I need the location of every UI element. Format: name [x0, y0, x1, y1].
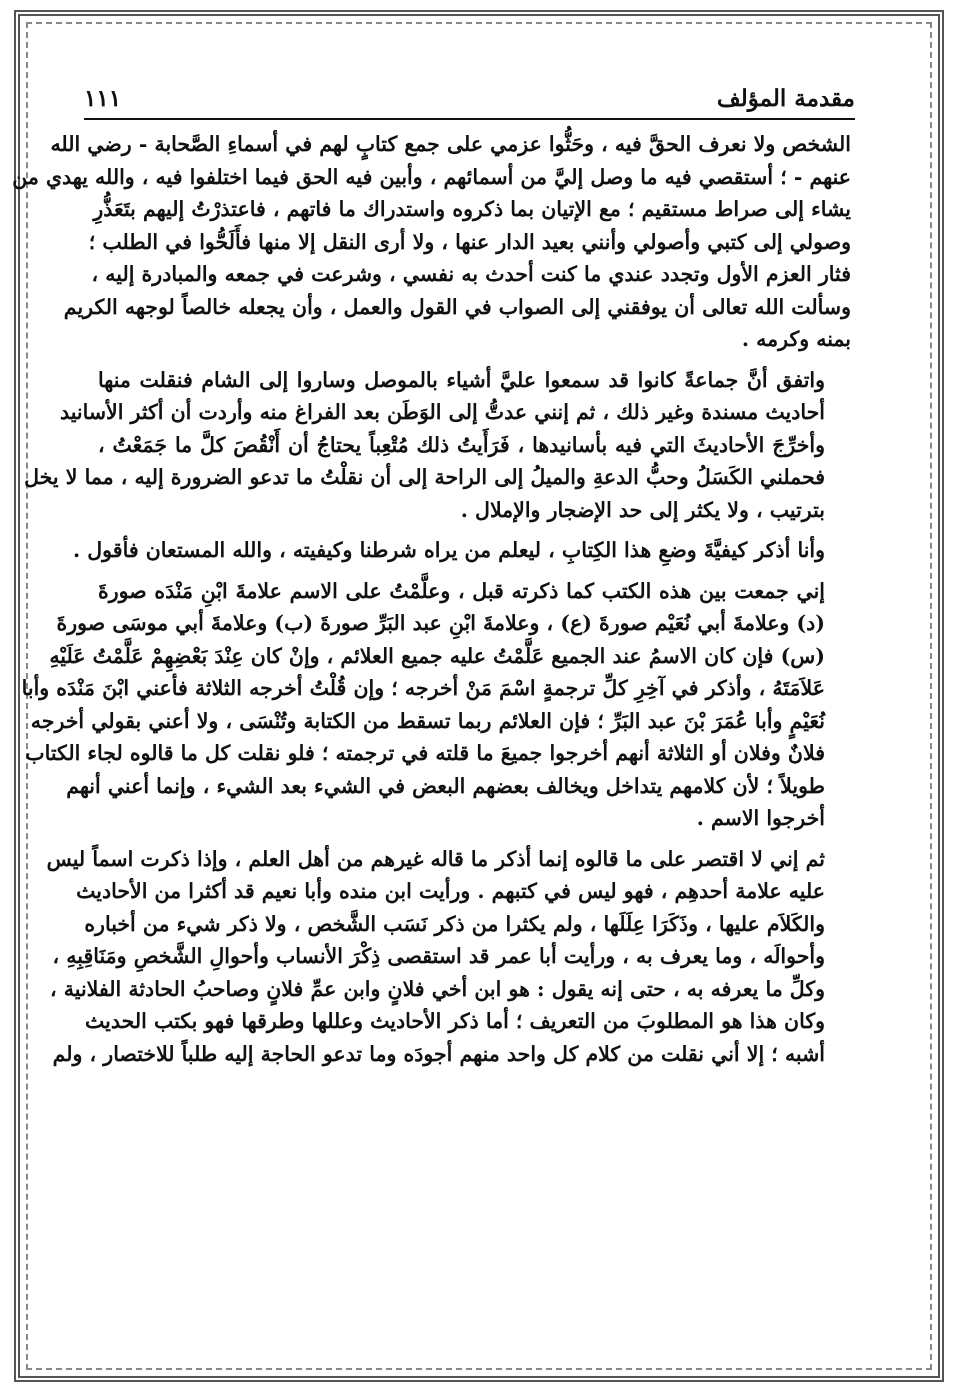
text-line: وكان هذا هو المطلوبَ من التعريف ؛ أما ذكر الأحاديث وعللها وطرقها فهو بكتب الحديث	[85, 1009, 825, 1033]
text-line: يشاء إلى صراط مستقيم ؛ مع الإتيان بما ذكروه واستدراك ما فاتهم ، فاعتذرْتُ إليهم بتَعَذُّرِ	[93, 197, 851, 221]
paragraph	[12, 128, 851, 356]
text-line: أشبه ؛ إلا أني نقلت من كلام كل واحد منهم أجودَه وما تدعو الحاجة إليه طلباً للاختصار ، ولم	[52, 1041, 825, 1066]
text-line: والكَلاَم عليها ، وذَكَرَا عِلَلَها ، ولم يكثرا من ذكر نَسَب الشَّخص ، ولا ذكر شيء من أخباره	[84, 911, 825, 936]
text-line: ثم إني لا اقتصر على ما قالوه إنما أذكر ما قاله غيرهم من أهل العلم ، وإذا ذكرت اسماً ليس	[46, 846, 825, 871]
text-line: وأحوالَه ، وما يعرف به ، ورأيت أبا عمر قد استقصى ذِكْرَ الأنساب وأحوالِ الشَّخصِ ومَنَاقِبِهِ ،	[52, 944, 825, 968]
body-text	[12, 128, 851, 1078]
text-line: وصولي إلى كتبي وأصولي وأنني بعيد الدار عنها ، ولا أرى النقل إلا منها فأَلَحُّوا في الطلب ؛	[88, 229, 851, 254]
text-line: فحملني الكَسَلُ وحبُّ الدعةِ والميلُ إلى الراحة إلى أن نقلْتُ ما تدعو الضرورة إليه ، مما لا يخل	[24, 465, 825, 489]
paragraph	[46, 843, 851, 1071]
text-line: وكلِّ ما يعرفه به ، حتى إنه يقول : هو ابن أخي فلانٍ وابن عمِّ فلانٍ وصاحبُ الحادثة الفلانية ،	[50, 976, 825, 1001]
paragraph	[73, 534, 851, 567]
text-line: الشخص ولا نعرف الحقَّ فيه ، وحَثُّوا عزمي على جمع كتابٍ لهم في أسماءِ الصَّحابة - رضي الله	[50, 132, 851, 156]
text-line: واتفق أنَّ جماعةً كانوا قد سمعوا عليَّ أشياء بالموصل وساروا إلى الشام فنقلت منها	[98, 367, 825, 392]
page-number: ١١١	[84, 85, 122, 112]
text-line: أحاديث مسندة وغير ذلك ، ثم إنني عدتُّ إلى الوَطَن بعد الفراغ منه وأردت أن أكثر الأسانيد	[59, 400, 825, 424]
text-line: بمنه وكرمه .	[741, 327, 851, 351]
text-line: فلانٌ وفلان أو الثلاثة أنهم أخرجوا جميعَ ما قلته في ترجمته ؛ فلو نقلت كل ما قالوه لجاء الكتاب	[25, 741, 825, 765]
text-line: فثار العزم الأول وتجدد عندي ما كنت أحدث به نفسي ، وشرعت في جمعه والمبادرة إليه ،	[91, 262, 851, 286]
chapter-title: مقدمة المؤلف	[716, 85, 855, 112]
text-line: عليه علامة أحدهِم ، فهو ليس في كتبهم . ورأيت ابن منده وأبا نعيم قد أكثرا من الأحاديث	[76, 879, 825, 903]
text-line: أخرجوا الاسم .	[696, 806, 825, 830]
paragraph	[24, 364, 851, 527]
text-line: إني جمعت بين هذه الكتب كما ذكرته قبل ، وعلَّمْتُ على الاسم علامةَ ابْنِ مَنْدَه صورةَ	[98, 578, 825, 603]
text-line: (س) فإن كان الاسمُ عند الجميع عَلَّمْتُ عليه جميع العلائم ، وإنْ كان عِنْدَ بَعْضِهِمْ عَلَّمْتُ عَلَيْهِ	[49, 643, 825, 668]
running-header	[84, 86, 855, 120]
text-line: نُعَيْمٍ وأبا عُمَرَ بْنَ عبد البَرِّ ؛ فإن العلائم ربما تسقط من الكتابة وتُنْسَى ، ولا أعني بقولي أخرجه	[30, 708, 825, 733]
text-line: عنهم - ؛ أستقصي فيه ما وصل إليَّ من أسمائهم ، وأبين فيه الحق فيما اختلفوا فيه ، والله يهدي من	[12, 164, 851, 189]
text-line: بترتيب ، ولا يكثر إلى حد الإضجار والإملال .	[460, 497, 825, 522]
text-line: وأخرِّجَ الأحاديثَ التي فيه بأسانيدها ، فَرَأَيتُ ذلك مُتْعِباً يحتاجُ أن أَنْقُصَ كلَّ ما جَمَعْتُ ،	[98, 432, 825, 457]
text-line: وسألت الله تعالى أن يوفقني إلى الصواب في القول والعمل ، وأن يجعله خالصاً لوجهه الكريم	[63, 294, 851, 319]
text-line: (د) وعلامةَ أبي نُعَيْم صورةَ (ع) ، وعلامةَ ابْنِ عبد البَرِّ صورةَ (ب) وعلامةَ أبي موسَى صورةَ	[56, 611, 825, 635]
paragraph	[21, 575, 851, 835]
text-line: وأنا أذكر كيفيَّةَ وضعِ هذا الكِتابِ ، ليعلم من يراه شرطنا وكيفيته ، والله المستعان فأقول .	[73, 538, 825, 562]
text-line: طويلاً ؛ لأن كلامهم يتداخل ويخالف بعضهم البعض في الشيء بعد الشيء ، وإنما أعني أنهم	[66, 773, 825, 798]
text-line: عَلاَمَتَهُ ، وأذكر في آخِرِ كلِّ ترجمةٍ اسْمَ مَنْ أخرجه ؛ وإن قُلْتُ أخرجه الثلاثة فأعني ابْنَ مَنْدَه وأبا	[21, 676, 825, 700]
